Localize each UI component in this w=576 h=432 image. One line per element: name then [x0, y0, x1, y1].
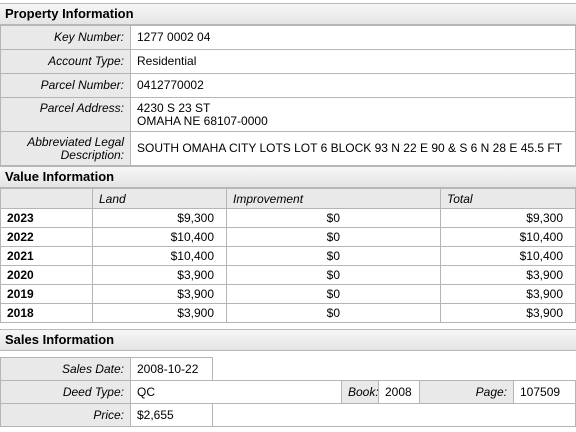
legal-description-label-line1: Abbreviated Legal — [27, 134, 124, 149]
land-cell: $9,300 — [93, 209, 227, 228]
book-value: 2008 — [379, 381, 420, 404]
legal-description-label-line2: Description: — [60, 147, 124, 162]
year-cell: 2019 — [1, 285, 93, 304]
deed-row — [1, 381, 576, 404]
year-cell: 2023 — [1, 209, 93, 228]
improvement-column-header: Improvement — [227, 189, 441, 209]
price-value: $2,655 — [131, 404, 213, 427]
parcel-address-label: Parcel Address: — [1, 98, 131, 132]
total-cell: $3,900 — [441, 285, 576, 304]
land-cell: $3,900 — [93, 285, 227, 304]
key-number-row — [1, 26, 576, 50]
year-cell: 2021 — [1, 247, 93, 266]
year-column-header — [1, 189, 93, 209]
sales-information-header: Sales Information — [0, 329, 576, 351]
key-number-value: 1277 0002 04 — [131, 26, 576, 50]
parcel-number-value: 0412770002 — [131, 74, 576, 98]
deed-type-value: QC — [131, 381, 342, 404]
deed-type-label: Deed Type: — [1, 381, 131, 404]
parcel-number-label: Parcel Number: — [1, 74, 131, 98]
parcel-address-line1: 4230 S 23 ST — [137, 101, 211, 115]
legal-description-label — [1, 132, 131, 166]
year-cell: 2020 — [1, 266, 93, 285]
book-label: Book: — [342, 381, 379, 404]
table-row — [1, 228, 576, 247]
table-row — [1, 266, 576, 285]
land-cell: $10,400 — [93, 247, 227, 266]
improvement-cell: $0 — [227, 266, 441, 285]
property-information-table — [0, 25, 576, 166]
table-row — [1, 285, 576, 304]
sales-information-table — [0, 357, 576, 427]
improvement-cell: $0 — [227, 209, 441, 228]
account-type-value: Residential — [131, 50, 576, 74]
improvement-cell: $0 — [227, 285, 441, 304]
year-cell: 2018 — [1, 304, 93, 323]
page-value: 107509 — [514, 381, 576, 404]
legal-description-value: SOUTH OMAHA CITY LOTS LOT 6 BLOCK 93 N 22 E 90 & S 6 N 28 E 45.5 FT — [131, 132, 576, 166]
value-information-table — [0, 188, 576, 323]
property-information-header: Property Information — [0, 3, 576, 25]
account-type-label: Account Type: — [1, 50, 131, 74]
parcel-address-line2: OMAHA NE 68107-0000 — [137, 114, 268, 128]
improvement-cell: $0 — [227, 228, 441, 247]
sales-date-value: 2008-10-22 — [131, 358, 213, 381]
improvement-cell: $0 — [227, 304, 441, 323]
sales-date-row — [1, 358, 576, 381]
table-row — [1, 304, 576, 323]
land-column-header: Land — [93, 189, 227, 209]
page-label: Page: — [420, 381, 514, 404]
land-cell: $10,400 — [93, 228, 227, 247]
parcel-number-row — [1, 74, 576, 98]
parcel-address-row — [1, 98, 576, 132]
table-row — [1, 247, 576, 266]
price-label: Price: — [1, 404, 131, 427]
price-filler — [213, 404, 576, 427]
price-row — [1, 404, 576, 427]
parcel-address-value — [131, 98, 576, 132]
table-row — [1, 209, 576, 228]
total-column-header: Total — [441, 189, 576, 209]
land-cell: $3,900 — [93, 304, 227, 323]
improvement-cell: $0 — [227, 247, 441, 266]
value-table-header-row — [1, 189, 576, 209]
account-type-row — [1, 50, 576, 74]
sales-date-label: Sales Date: — [1, 358, 131, 381]
total-cell: $10,400 — [441, 247, 576, 266]
total-cell: $3,900 — [441, 266, 576, 285]
sales-date-filler — [213, 358, 576, 381]
total-cell: $3,900 — [441, 304, 576, 323]
legal-description-row — [1, 132, 576, 166]
land-cell: $3,900 — [93, 266, 227, 285]
key-number-label: Key Number: — [1, 26, 131, 50]
total-cell: $10,400 — [441, 228, 576, 247]
total-cell: $9,300 — [441, 209, 576, 228]
year-cell: 2022 — [1, 228, 93, 247]
value-information-header: Value Information — [0, 166, 576, 188]
